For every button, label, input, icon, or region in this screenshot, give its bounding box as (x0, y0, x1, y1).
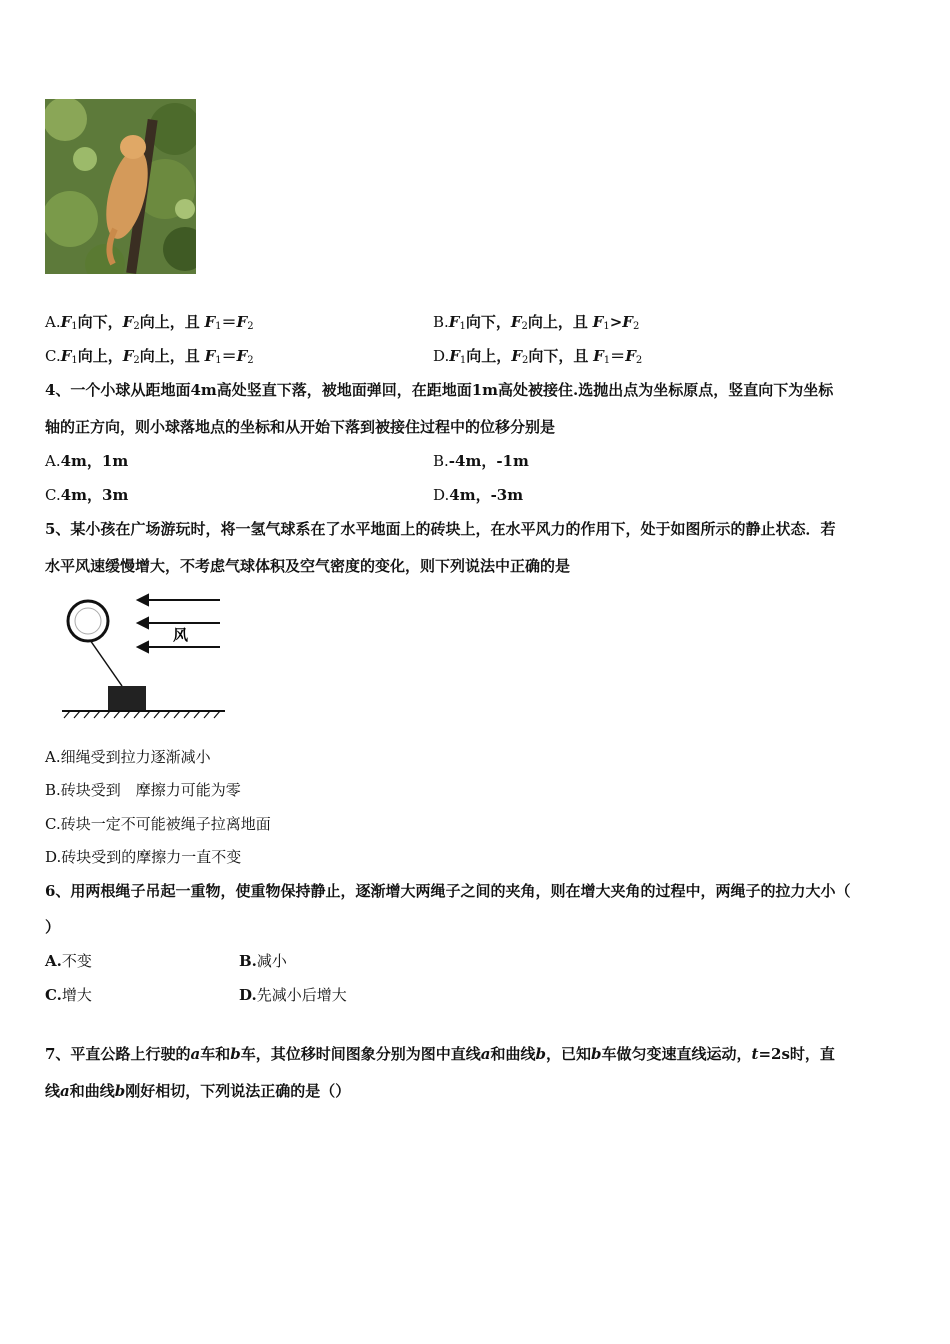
q5-option-c[interactable]: C.砖块一定不可能被绳子拉离地面 (45, 815, 271, 833)
q3-option-c[interactable]: $C.F_1$向上，$F_2$向上，且 $F_1=F_2$ (45, 347, 254, 366)
option-letter: D. (433, 347, 450, 365)
q3-option-a[interactable]: $A.F_1$向下，$F_2$向上，且 $F_1=F_2$ (45, 313, 254, 332)
q5-option-d[interactable]: D.砖块受到的摩擦力一直不变 (45, 848, 242, 866)
cat-in-tree-photo (45, 99, 196, 274)
q6-stem-line2: ） (45, 918, 61, 936)
q4-option-a[interactable]: A.4m，1m (45, 452, 129, 470)
q4-option-c[interactable]: C.4m，3m (45, 486, 129, 504)
q6-option-b[interactable]: B.减小 (239, 952, 287, 970)
q3-option-b[interactable]: $B.F_1$向下，$F_2$向上，且 $F_1>F_2$ (433, 313, 640, 332)
q6-option-c[interactable]: C.增大 (45, 986, 92, 1004)
q5-option-a[interactable]: A.细绳受到拉力逐渐减小 (45, 748, 211, 766)
q7-stem-line2: 线a和曲线b刚好相切，下列说法正确的是（） (45, 1082, 351, 1100)
q6-option-a[interactable]: A.不变 (45, 952, 92, 970)
q4-stem-line2: 轴的正方向，则小球落地点的坐标和从开始下落到被接住过程中的位移分别是 (45, 418, 556, 436)
q4-stem-line1: 4、一个小球从距地面4m高处竖直下落，被地面弹回，在距地面1m高处被接住.选抛出点为坐标原点，竖直向下为坐标 (45, 381, 834, 399)
q6-stem-line1: 6、用两根绳子吊起一重物，使重物保持静止，逐渐增大两绳子之间的夹角，则在增大夹角的过程中，两绳子的拉力大小（ (45, 882, 851, 900)
brick-icon (108, 686, 146, 710)
option-letter: A. (45, 313, 61, 331)
q6-option-d[interactable]: D.先减小后增大 (239, 986, 347, 1004)
q7-stem-line1: 7、平直公路上行驶的a车和b车，其位移时间图象分别为图中直线a和曲线b，已知b车做匀变速直线运动，t=2s时，直 (45, 1045, 835, 1063)
q4-option-b[interactable]: B.-4m，-1m (433, 452, 529, 470)
wind-label: 风 (173, 626, 189, 644)
q3-option-d[interactable]: $D.F_1$向上，$F_2$向下，且 $F_1=F_2$ (433, 347, 643, 366)
balloon-brick-figure (60, 592, 230, 722)
q5-stem-line2: 水平风速缓慢增大，不考虑气球体积及空气密度的变化，则下列说法中正确的是 (45, 557, 571, 575)
q4-option-d[interactable]: D.4m，-3m (433, 486, 524, 504)
q5-stem-line1: 5、某小孩在广场游玩时，将一氢气球系在了水平地面上的砖块上，在水平风力的作用下，处于如图所示的静止状态．若 (45, 520, 836, 538)
option-letter: C. (45, 347, 61, 365)
q5-option-b[interactable]: B.砖块受到 摩擦力可能为零 (45, 781, 241, 799)
option-letter: B. (433, 313, 449, 331)
